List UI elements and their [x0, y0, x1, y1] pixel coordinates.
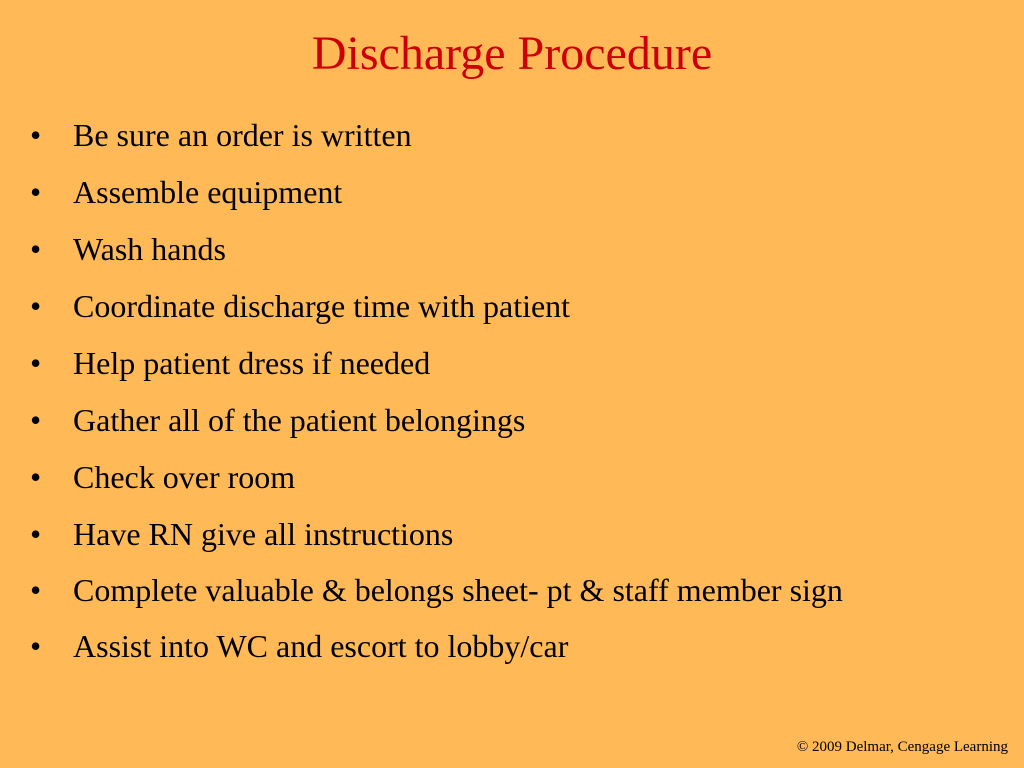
- bullet-text: Assemble equipment: [73, 174, 343, 210]
- slide-title: Discharge Procedure: [311, 27, 713, 80]
- bullet-item: [30, 568, 990, 612]
- bullet-icon: •: [30, 231, 42, 267]
- bullet-item: [30, 112, 990, 158]
- bullet-text: Be sure an order is written: [73, 117, 412, 153]
- bullet-item: [30, 283, 990, 329]
- bullet-text: Gather all of the patient belongings: [73, 402, 526, 438]
- bullet-text: Assist into WC and escort to lobby/car: [73, 628, 569, 664]
- copyright-footer: © 2009 Delmar, Cengage Learning: [796, 739, 1008, 755]
- bullet-icon: •: [30, 174, 42, 210]
- bullet-icon: •: [30, 516, 42, 552]
- bullet-icon: •: [30, 572, 42, 608]
- bullet-icon: •: [30, 459, 42, 495]
- bullet-item: [30, 340, 990, 386]
- bullet-item: [30, 623, 990, 669]
- bullet-item: [30, 226, 990, 272]
- bullet-text: Check over room: [73, 459, 296, 495]
- bullet-item: [30, 511, 990, 557]
- bullet-item: [30, 454, 990, 500]
- bullet-text: Coordinate discharge time with patient: [73, 288, 571, 324]
- bullet-icon: •: [30, 628, 42, 664]
- bullet-icon: •: [30, 117, 42, 153]
- bullet-icon: •: [30, 345, 42, 381]
- bullet-item: [30, 169, 990, 215]
- bullet-text: Complete valuable & belongs sheet- pt & staff member sign: [73, 572, 843, 608]
- bullet-text: Help patient dress if needed: [73, 345, 431, 381]
- bullet-text: Have RN give all instructions: [73, 516, 454, 552]
- bullet-item: [30, 397, 990, 443]
- bullet-icon: •: [30, 402, 42, 438]
- bullet-icon: •: [30, 288, 42, 324]
- bullet-text: Wash hands: [73, 231, 226, 267]
- bullet-list: [30, 112, 990, 680]
